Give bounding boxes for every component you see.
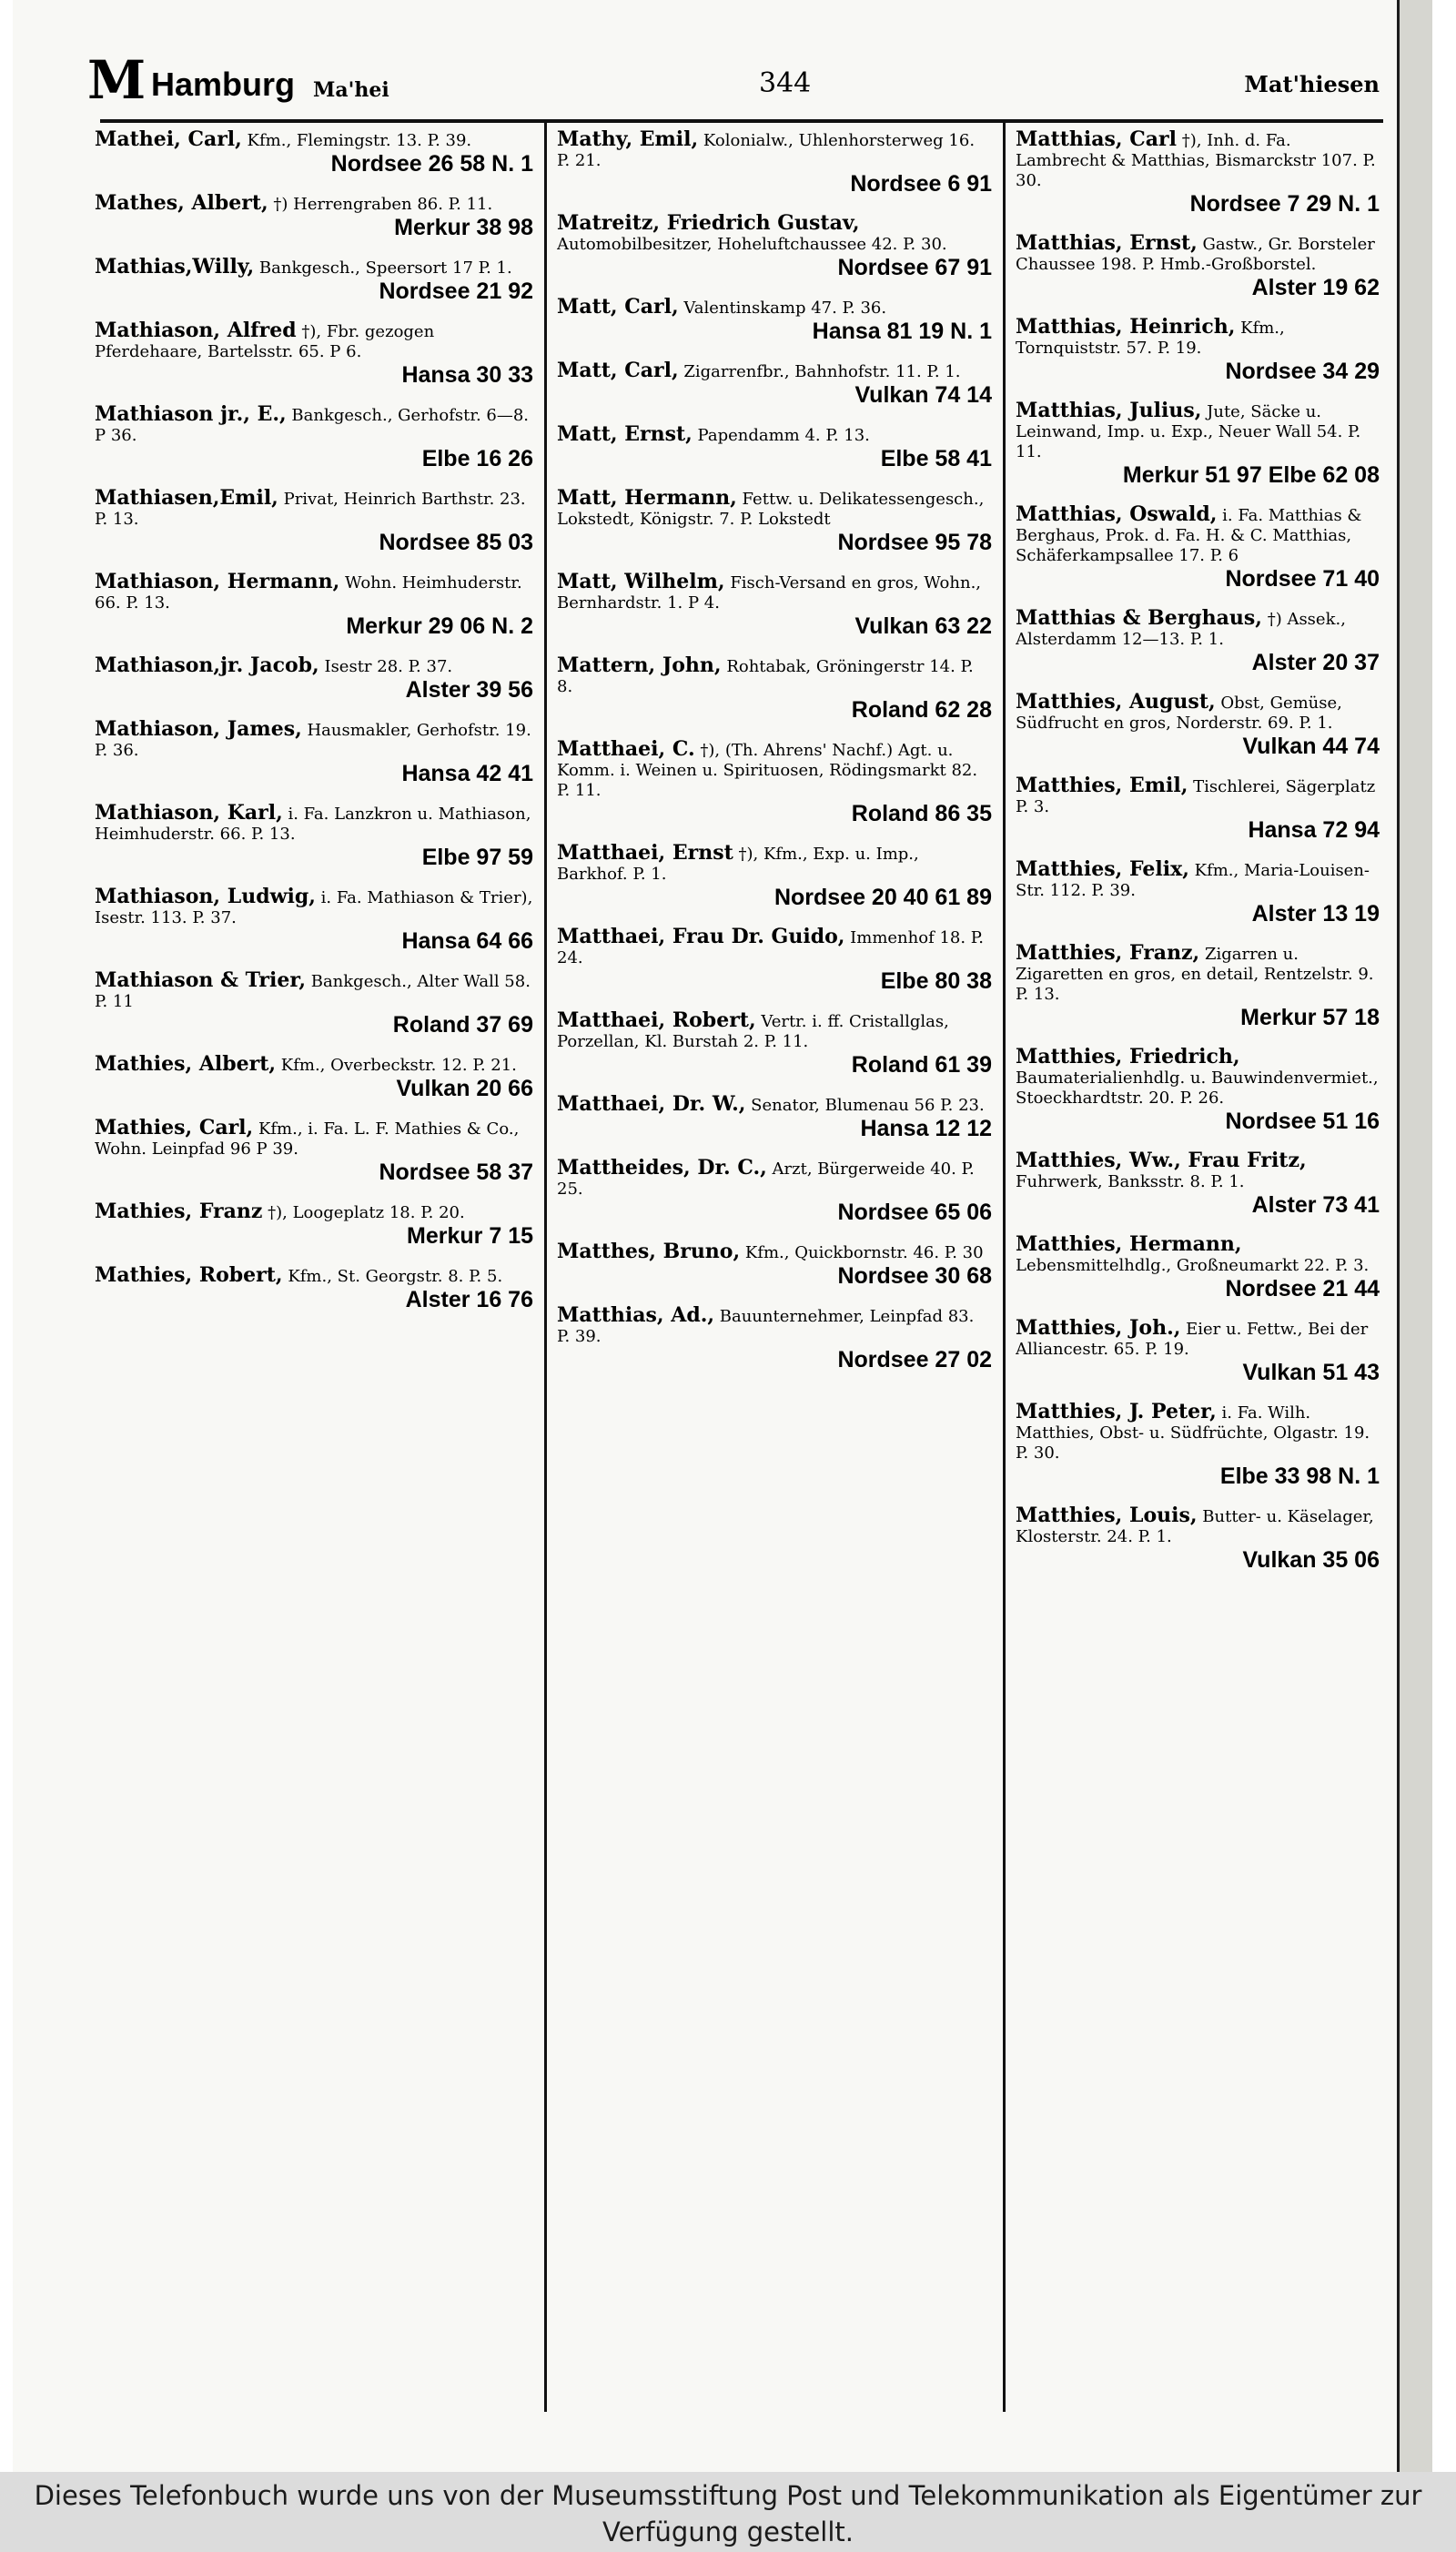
entry-name: Matreitz, Friedrich Gustav, — [557, 211, 860, 235]
directory-entry — [557, 843, 992, 910]
directory-entry — [95, 719, 533, 786]
column-3 — [1016, 129, 1380, 1589]
entry-phone: Elbe 80 38 — [880, 968, 992, 994]
entry-phone: Merkur 38 98 — [394, 215, 533, 240]
entry-name: Matthaei, Robert, — [557, 1008, 756, 1032]
entry-phone: Nordsee 7 29 N. 1 — [1189, 191, 1380, 217]
entry-name: Matthias, Ad., — [557, 1303, 715, 1327]
entry-name: Matthies, Franz, — [1016, 941, 1200, 965]
entry-name: Matt, Carl, — [557, 295, 679, 319]
entry-phone: Vulkan 74 14 — [854, 382, 992, 408]
directory-page — [13, 0, 1432, 2472]
entry-name: Mathiason, Karl, — [95, 801, 283, 825]
directory-entry — [95, 1054, 533, 1101]
column-divider — [544, 122, 547, 2412]
entry-name: Mathias,Willy, — [95, 255, 255, 278]
directory-entry — [95, 320, 533, 388]
entry-detail: i. Fa. Mathiason & Trier), Isestr. 113. P. 37. — [95, 888, 533, 927]
entry-detail: Isestr 28. P. 37. — [324, 657, 453, 676]
directory-entry — [557, 1305, 992, 1372]
entry-name: Mattern, John, — [557, 653, 722, 677]
entry-name: Matthies, Hermann, — [1016, 1232, 1242, 1256]
entry-detail: i. Fa. Lanzkron u. Mathiason, Heimhuderstr. 66. P. 13. — [95, 805, 531, 844]
directory-entry — [557, 424, 992, 471]
entry-detail: Vertr. i. ff. Cristallglas, Porzellan, Kl. Burstah 2. P. 11. — [557, 1012, 949, 1051]
entry-detail: Tischlerei, Sägerplatz P. 3. — [1016, 777, 1376, 816]
entry-detail: Bankgesch., Alter Wall 58. P. 11 — [95, 972, 531, 1011]
entry-name: Matthias, Julius, — [1016, 399, 1202, 422]
directory-entry — [557, 213, 992, 280]
entry-phone: Elbe 58 41 — [880, 446, 992, 471]
header-letter: M — [87, 49, 147, 111]
directory-entry — [1016, 859, 1380, 927]
directory-entry — [95, 257, 533, 304]
entry-name: Matthias, Oswald, — [1016, 502, 1218, 526]
directory-entry — [557, 1158, 992, 1225]
entry-name: Matthies, Louis, — [1016, 1504, 1198, 1527]
directory-entry — [1016, 504, 1380, 592]
directory-entry — [95, 655, 533, 703]
entry-detail: Kfm., St. Georgstr. 8. P. 5. — [288, 1267, 503, 1286]
entry-name: Matthias, Heinrich, — [1016, 315, 1236, 339]
directory-entry — [557, 1094, 992, 1141]
directory-entry — [1016, 1150, 1380, 1218]
directory-entry — [1016, 233, 1380, 300]
entry-phone: Roland 61 39 — [851, 1052, 992, 1078]
entry-detail: Arzt, Bürgerweide 40. P. 25. — [557, 1160, 975, 1199]
directory-entry — [1016, 943, 1380, 1030]
directory-entry — [557, 1010, 992, 1078]
entry-name: Matthies, Emil, — [1016, 774, 1188, 797]
column-1 — [95, 129, 533, 1329]
entry-phone: Nordsee 20 40 61 89 — [774, 885, 992, 910]
entry-name: Mathes, Albert, — [95, 191, 268, 215]
entry-phone: Nordsee 51 16 — [1225, 1109, 1380, 1134]
directory-entry — [557, 1241, 992, 1289]
entry-detail: Kfm., Flemingstr. 13. P. 39. — [247, 131, 472, 150]
directory-entry — [95, 404, 533, 471]
entry-phone: Nordsee 85 03 — [379, 530, 533, 555]
entry-phone: Merkur 29 06 N. 2 — [346, 613, 533, 639]
entry-detail: †), Inh. d. Fa. Lambrecht & Matthias, Bismarckstr 107. P. 30. — [1016, 131, 1376, 190]
entry-name: Mathiason, Alfred — [95, 319, 297, 342]
entry-phone: Nordsee 95 78 — [837, 530, 992, 555]
entry-name: Mathiason, James, — [95, 717, 302, 741]
entry-phone: Nordsee 27 02 — [837, 1347, 992, 1372]
entry-name: Matthies, Ww., Frau Fritz, — [1016, 1149, 1307, 1172]
entry-detail: †) Herrengraben 86. P. 11. — [273, 195, 493, 214]
directory-entry — [557, 572, 992, 639]
entry-phone: Vulkan 63 22 — [854, 613, 992, 639]
entry-detail: Fisch-Versand en gros, Wohn., Bernhardstr. 1. P 4. — [557, 573, 982, 613]
entry-detail: Eier u. Fettw., Bei der Alliancestr. 65. P. 19. — [1016, 1320, 1369, 1359]
directory-entry — [1016, 1505, 1380, 1573]
directory-entry — [95, 970, 533, 1038]
entry-detail: Senator, Blumenau 56 P. 23. — [751, 1096, 985, 1115]
directory-entry — [1016, 1047, 1380, 1134]
entry-detail: Gastw., Gr. Borsteler Chaussee 198. P. Hmb.-Großborstel. — [1016, 235, 1375, 274]
entry-phone: Vulkan 35 06 — [1242, 1547, 1380, 1573]
directory-entry — [1016, 775, 1380, 843]
entry-detail: Butter- u. Käselager, Klosterstr. 24. P. 1. — [1016, 1507, 1374, 1546]
entry-name: Mathiason, Ludwig, — [95, 885, 316, 908]
directory-entry — [1016, 129, 1380, 217]
entry-phone: Nordsee 21 44 — [1225, 1276, 1380, 1301]
column-2 — [557, 129, 992, 1389]
entry-detail: Rohtabak, Gröningerstr 14. P. 8. — [557, 657, 974, 696]
entry-name: Matthies, Felix, — [1016, 857, 1189, 881]
entry-name: Mathiason, Hermann, — [95, 570, 340, 593]
directory-entry — [1016, 692, 1380, 759]
entry-phone: Hansa 42 41 — [401, 761, 533, 786]
entry-name: Mathies, Albert, — [95, 1052, 277, 1076]
entry-phone: Vulkan 44 74 — [1242, 734, 1380, 759]
entry-detail: †), Loogeplatz 18. P. 20. — [268, 1203, 465, 1222]
entry-phone: Vulkan 51 43 — [1242, 1360, 1380, 1385]
directory-entry — [95, 1118, 533, 1185]
directory-entry — [95, 1201, 533, 1249]
directory-entry — [1016, 317, 1380, 384]
entry-phone: Hansa 12 12 — [860, 1116, 992, 1141]
directory-entry — [1016, 608, 1380, 675]
directory-entry — [95, 129, 533, 177]
entry-phone: Nordsee 58 37 — [379, 1160, 533, 1185]
entry-name: Matthias, Ernst, — [1016, 231, 1198, 255]
header-rule — [100, 119, 1383, 123]
entry-detail: Hausmakler, Gerhofstr. 19. P. 36. — [95, 721, 531, 760]
directory-entry — [557, 927, 992, 994]
entry-phone: Alster 39 56 — [405, 677, 533, 703]
entry-name: Matthias & Berghaus, — [1016, 606, 1262, 630]
entry-name: Matthies, Joh., — [1016, 1316, 1181, 1340]
provenance-footer: Dieses Telefonbuch wurde uns von der Museumsstiftung Post und Telekommunikation als Eigentümer zur Verfügung gestellt. — [0, 2472, 1456, 2552]
directory-entry — [95, 572, 533, 639]
entry-detail: Immenhof 18. P. 24. — [557, 928, 984, 967]
directory-entry — [557, 739, 992, 826]
entry-detail: Kfm., Maria-Louisen-Str. 112. P. 39. — [1016, 861, 1370, 900]
entry-detail: Privat, Heinrich Barthstr. 23. P. 13. — [95, 490, 526, 529]
entry-detail: Papendamm 4. P. 13. — [697, 426, 870, 445]
entry-phone: Merkur 57 18 — [1240, 1005, 1380, 1030]
entry-name: Matthias, Carl — [1016, 129, 1177, 151]
directory-entry — [95, 488, 533, 555]
entry-detail: Kolonialw., Uhlenhorsterweg 16. P. 21. — [557, 131, 976, 170]
entry-detail: i. Fa. Wilh. Matthies, Obst- u. Südfrüchte, Olgastr. 19. P. 30. — [1016, 1403, 1370, 1463]
entry-detail: Lebensmittelhdlg., Großneumarkt 22. P. 3. — [1016, 1256, 1370, 1275]
directory-entry — [1016, 1402, 1380, 1489]
header-page-number: 344 — [759, 67, 812, 99]
entry-name: Matthies, August, — [1016, 690, 1216, 714]
entry-detail: Bankgesch., Gerhofstr. 6—8. P 36. — [95, 406, 530, 445]
entry-phone: Nordsee 34 29 — [1225, 359, 1380, 384]
entry-name: Matthies, J. Peter, — [1016, 1400, 1217, 1423]
entry-name: Matthes, Bruno, — [557, 1240, 741, 1263]
entry-detail: Zigarrenfbr., Bahnhofstr. 11. P. 1. — [683, 362, 961, 381]
header-first-entry: Ma'hei — [313, 78, 389, 102]
entry-detail: †), Fbr. gezogen Pferdehaare, Bartelsstr. 65. P 6. — [95, 322, 435, 361]
entry-detail: Kfm., Tornquiststr. 57. P. 19. — [1016, 319, 1285, 358]
entry-phone: Nordsee 26 58 N. 1 — [330, 151, 533, 177]
entry-detail: †), (Th. Ahrens' Nachf.) Agt. u. Komm. i. Weinen u. Spirituosen, Rödingsmarkt 82. P. 11. — [557, 741, 978, 800]
entry-phone: Merkur 7 15 — [407, 1223, 533, 1249]
entry-phone: Hansa 64 66 — [401, 928, 533, 954]
entry-name: Matthaei, Ernst — [557, 841, 733, 865]
entry-detail: Zigarren u. Zigaretten en gros, en detail, Rentzelstr. 9. P. 13. — [1016, 945, 1374, 1004]
entry-name: Mathiason jr., E., — [95, 402, 287, 426]
entry-phone: Roland 37 69 — [392, 1012, 533, 1038]
entry-phone: Elbe 16 26 — [421, 446, 533, 471]
directory-entry — [557, 488, 992, 555]
entry-phone: Alster 20 37 — [1251, 650, 1380, 675]
directory-entry — [95, 1265, 533, 1312]
entry-name: Mattheides, Dr. C., — [557, 1156, 767, 1180]
entry-name: Matthaei, Frau Dr. Guido, — [557, 925, 845, 948]
header-last-entry: Mat'hiesen — [1244, 71, 1380, 97]
directory-entry — [95, 886, 533, 954]
entry-detail: Baumaterialienhdlg. u. Bauwindenvermiet., Stoeckhardtstr. 20. P. 26. — [1016, 1068, 1379, 1108]
entry-name: Matthaei, C. — [557, 737, 695, 761]
entry-detail: Wohn. Heimhuderstr. 66. P. 13. — [95, 573, 522, 613]
entry-name: Mathies, Robert, — [95, 1263, 283, 1287]
directory-entry — [1016, 1234, 1380, 1301]
header-city: Hamburg — [151, 66, 296, 103]
entry-phone: Elbe 97 59 — [421, 845, 533, 870]
entry-detail: Bankgesch., Speersort 17 P. 1. — [258, 258, 512, 278]
entry-detail: †) Assek., Alsterdamm 12—13. P. 1. — [1016, 610, 1346, 649]
directory-entry — [1016, 1318, 1380, 1385]
directory-entry — [557, 297, 992, 344]
entry-phone: Alster 19 62 — [1251, 275, 1380, 300]
entry-detail: Valentinskamp 47. P. 36. — [683, 299, 887, 318]
entry-name: Matt, Ernst, — [557, 422, 693, 446]
directory-entry — [1016, 400, 1380, 488]
entry-phone: Alster 73 41 — [1251, 1192, 1380, 1218]
entry-detail: †), Kfm., Exp. u. Imp., Barkhof. P. 1. — [557, 845, 919, 884]
column-divider — [1003, 122, 1006, 2412]
entry-name: Matt, Hermann, — [557, 486, 737, 510]
entry-phone: Alster 13 19 — [1251, 901, 1380, 927]
entry-phone: Nordsee 65 06 — [837, 1200, 992, 1225]
directory-entry — [557, 129, 992, 197]
directory-entry — [95, 193, 533, 240]
directory-entry — [557, 360, 992, 408]
entry-phone: Roland 86 35 — [851, 801, 992, 826]
directory-entry — [95, 803, 533, 870]
entry-detail: Kfm., Overbeckstr. 12. P. 21. — [280, 1056, 517, 1075]
entry-detail: Fettw. u. Delikatessengesch., Lokstedt, Königstr. 7. P. Lokstedt — [557, 490, 985, 529]
entry-name: Mathies, Franz — [95, 1200, 263, 1223]
entry-phone: Vulkan 20 66 — [396, 1076, 533, 1101]
entry-detail: i. Fa. Matthias & Berghaus, Prok. d. Fa. H. & C. Matthias, Schäferkampsallee 17. P. 6 — [1016, 506, 1362, 565]
entry-phone: Nordsee 67 91 — [837, 255, 992, 280]
entry-name: Matt, Wilhelm, — [557, 570, 725, 593]
entry-detail: Bauunternehmer, Leinpfad 83. P. 39. — [557, 1307, 975, 1346]
entry-detail: Kfm., Quickbornstr. 46. P. 30 — [744, 1243, 984, 1262]
entry-phone: Hansa 30 33 — [401, 362, 533, 388]
entry-name: Mathiasen,Emil, — [95, 486, 278, 510]
entry-name: Mathiason & Trier, — [95, 968, 306, 992]
entry-detail: Jute, Säcke u. Leinwand, Imp. u. Exp., Neuer Wall 54. P. 11. — [1016, 402, 1361, 461]
entry-phone: Nordsee 21 92 — [379, 278, 533, 304]
directory-entry — [557, 655, 992, 723]
entry-phone: Alster 16 76 — [405, 1287, 533, 1312]
entry-name: Matthies, Friedrich, — [1016, 1045, 1240, 1068]
entry-phone: Hansa 72 94 — [1248, 817, 1380, 843]
entry-phone: Merkur 51 97 Elbe 62 08 — [1122, 462, 1380, 488]
entry-detail: Obst, Gemüse, Südfrucht en gros, Norderstr. 69. P. 1. — [1016, 694, 1342, 733]
entry-name: Mathy, Emil, — [557, 129, 699, 151]
entry-name: Mathies, Carl, — [95, 1116, 254, 1139]
entry-name: Matthaei, Dr. W., — [557, 1092, 746, 1116]
page-edge — [1397, 0, 1432, 2472]
entry-phone: Hansa 81 19 N. 1 — [812, 319, 992, 344]
entry-name: Mathei, Carl, — [95, 129, 242, 151]
entry-phone: Nordsee 30 68 — [837, 1263, 992, 1289]
page-header — [87, 49, 1380, 111]
entry-phone: Elbe 33 98 N. 1 — [1219, 1463, 1380, 1489]
entry-phone: Roland 62 28 — [851, 697, 992, 723]
entry-phone: Nordsee 71 40 — [1225, 566, 1380, 592]
entry-name: Mathiason,jr. Jacob, — [95, 653, 319, 677]
entry-detail: Kfm., i. Fa. L. F. Mathies & Co., Wohn. Leinpfad 96 P 39. — [95, 1119, 520, 1159]
entry-name: Matt, Carl, — [557, 359, 679, 382]
entry-phone: Nordsee 6 91 — [850, 171, 992, 197]
entry-detail: Automobilbesitzer, Hoheluftchaussee 42. P. 30. — [557, 235, 947, 254]
entry-detail: Fuhrwerk, Banksstr. 8. P. 1. — [1016, 1172, 1245, 1191]
